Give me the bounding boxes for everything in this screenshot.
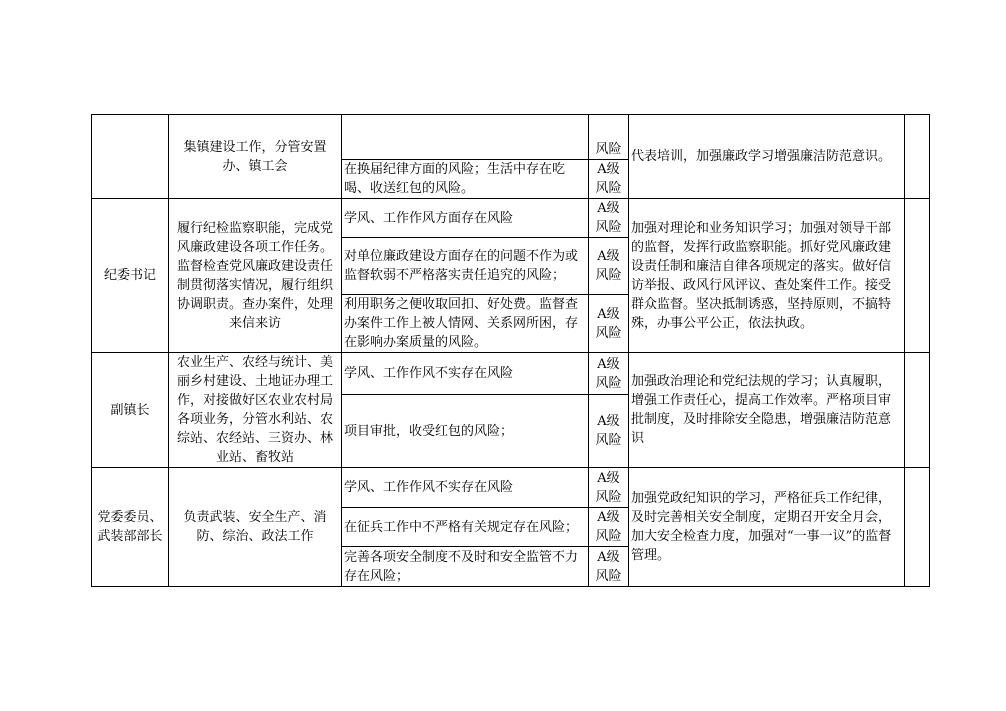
duty-cell: 农业生产、农经与统计、美丽乡村建设、土地证办理工作，对接做好区农业农村局各项业务，分管水利站、农综站、农经站、三资办、林业站、畜牧站 xyxy=(169,353,342,468)
risk-level-cell: A级风险 xyxy=(589,353,629,395)
position-cell xyxy=(92,115,169,199)
risk-level-cell: A级风险 xyxy=(589,547,629,587)
table-row xyxy=(92,115,930,160)
duty-cell: 集镇建设工作，分管安置办、镇工会 xyxy=(169,115,342,199)
risk-level-cell: A级风险 xyxy=(589,238,629,295)
remarks-cell xyxy=(905,353,930,468)
table-row xyxy=(92,199,930,238)
position-cell: 纪委书记 xyxy=(92,199,169,353)
measures-cell: 加强党政纪知识的学习，严格征兵工作纪律，及时完善相关安全制度，定期召开安全月会，加大安全检查力度，加强对“一事一议”的监督管理。 xyxy=(629,468,905,587)
duty-cell: 履行纪检监察职能，完成党风廉政建设各项工作任务。监督检查党风廉政建设责任制贯彻落实情况，履行组织协调职责。查办案件，处理来信来访 xyxy=(169,199,342,353)
risk-level-cell: A级风险 xyxy=(589,468,629,508)
risk-cell: 学风、工作作风不实存在风险 xyxy=(342,468,589,508)
remarks-cell xyxy=(905,468,930,587)
risk-cell: 学风、工作作风方面存在风险 xyxy=(342,199,589,238)
risk-cell xyxy=(342,115,589,160)
risk-cell: 学风、工作作风不实存在风险 xyxy=(342,353,589,395)
risk-cell: 在换届纪律方面的风险；生活中存在吃喝、收送红包的风险。 xyxy=(342,160,589,199)
position-cell: 党委委员、武装部部长 xyxy=(92,468,169,587)
risk-cell: 利用职务之便收取回扣、好处费。监督查办案件工作上被人情网、关系网所困，存在影响办案质量的风险。 xyxy=(342,295,589,353)
risk-cell: 对单位廉政建设方面存在的问题不作为或监督软弱不严格落实责任追究的风险； xyxy=(342,238,589,295)
risk-cell: 完善各项安全制度不及时和安全监管不力存在风险； xyxy=(342,547,589,587)
risk-level-cell: A级风险 xyxy=(589,395,629,468)
measures-cell: 代表培训，加强廉政学习增强廉洁防范意识。 xyxy=(629,115,905,199)
measures-cell: 加强政治理论和党纪法规的学习；认真履职，增强工作责任心，提高工作效率。严格项目审批制度，及时排除安全隐患，增强廉洁防范意识 xyxy=(629,353,905,468)
measures-cell: 加强对理论和业务知识学习；加强对领导干部的监督，发挥行政监察职能。抓好党风廉政建设责任制和廉洁自律各项规定的落实。做好信访举报、政风行风评议、查处案件工作。接受群众监督。坚决抵制诱惑，坚持原则，不搞特殊，办事公平公正，依法执政。 xyxy=(629,199,905,353)
table-row xyxy=(92,468,930,508)
risk-cell: 在征兵工作中不严格有关规定存在风险； xyxy=(342,508,589,547)
risk-cell: 项目审批，收受红包的风险； xyxy=(342,395,589,468)
risk-level-cell: 风险 xyxy=(589,115,629,160)
risk-level-cell: A级风险 xyxy=(589,295,629,353)
table-row xyxy=(92,353,930,395)
remarks-cell xyxy=(905,115,930,199)
risk-table xyxy=(91,114,930,587)
remarks-cell xyxy=(905,199,930,353)
risk-level-cell: A级风险 xyxy=(589,160,629,199)
risk-level-cell: A级风险 xyxy=(589,508,629,547)
duty-cell: 负责武装、安全生产、消防、综治、政法工作 xyxy=(169,468,342,587)
risk-level-cell: A级风险 xyxy=(589,199,629,238)
position-cell: 副镇长 xyxy=(92,353,169,468)
